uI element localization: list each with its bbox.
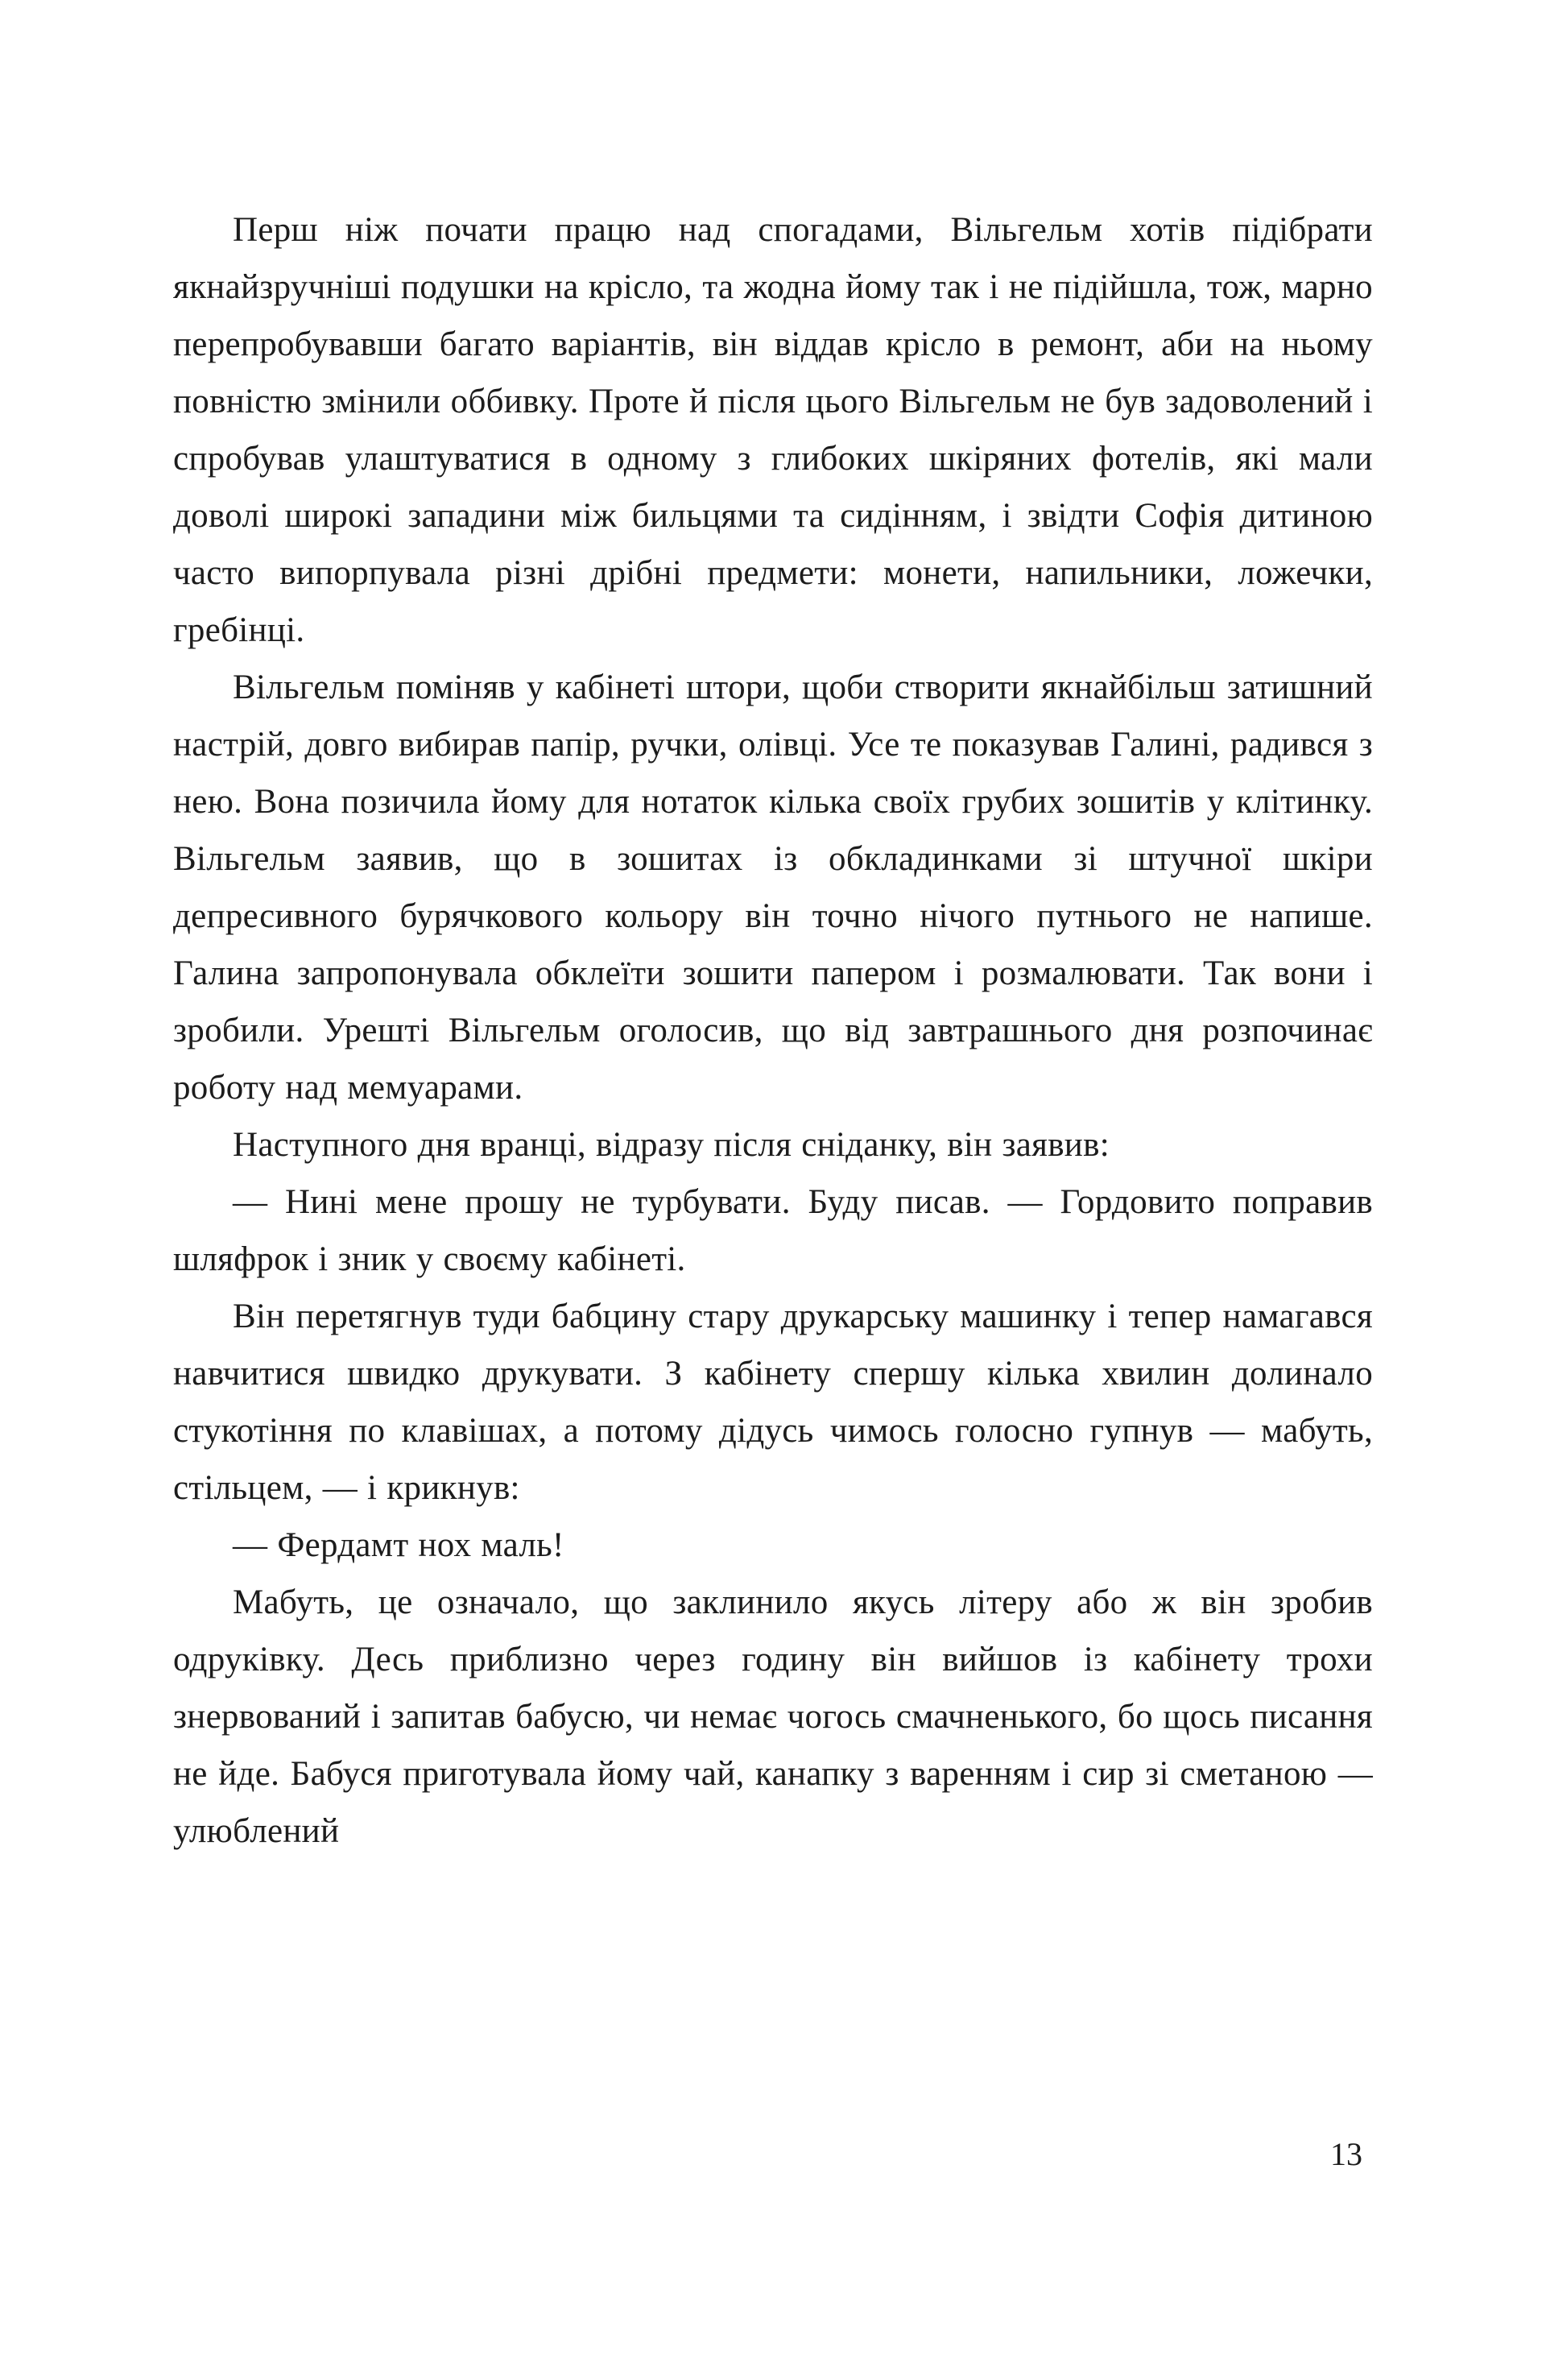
paragraph: Наступного дня вранці, відразу після сніданку, він заявив: — [233, 1126, 1110, 1164]
paragraph: Мабуть, це означало, що заклинило якусь літеру або ж він зробив одруківку. Десь приблизно через годину він вийшов із кабінету трохи знервований і запитав бабусю, чи немає чогось смачненького, бо щось писання не йде. Бабуся приготувала йому чай, канапку з варенням і сир зі сметаною — улюблений — [173, 1583, 1373, 1850]
paragraph-dialogue: — Фердамт нох маль! — [233, 1526, 564, 1564]
body-text — [173, 201, 1373, 1860]
paragraph: Він перетягнув туди бабцину стару друкарську машинку і тепер намагався навчитися швидко друкувати. З кабінету спершу кілька хвилин долинало стукотіння по клавішах, а потому дідусь чимось голосно гупнув — мабуть, стільцем, — і крикнув: — [173, 1298, 1373, 1507]
page-number: 13 — [1330, 2136, 1362, 2172]
paragraph: Перш ніж почати працю над спогадами, Вільгельм хотів підібрати якнайзручніші подушки на крісло, та жодна йому так і не підійшла, тож, марно перепробувавши багато варіантів, він віддав крісло в ремонт, аби на ньому повністю змінили оббивку. Проте й після цього Вільгельм не був задоволений і спробував улаштуватися в одному з глибоких шкіряних фотелів, які мали доволі широкі западини між бильцями та сидінням, і звідти Софія дитиною часто випорпувала різні дрібні предмети: монети, напильники, ложечки, гребінці. — [173, 211, 1373, 649]
paragraph-dialogue: — Нині мене прошу не турбувати. Буду писав. — Гордовито поправив шляфрок і зник у своєму кабінеті. — [173, 1183, 1373, 1278]
paragraph: Вільгельм поміняв у кабінеті штори, щоби створити якнайбільш затишний настрій, довго вибирав папір, ручки, олівці. Усе те показував Галині, радився з нею. Вона позичила йому для нотаток кілька своїх грубих зошитів у клітинку. Вільгельм заявив, що в зошитах із обкладинками зі штучної шкіри депресивного бурячкового кольору він точно нічого путнього не напише. Галина запропонувала обклеїти зошити папером і розмалювати. Так вони і зробили. Урешті Вільгельм оголосив, що від завтрашнього дня розпочинає роботу над мемуарами. — [173, 668, 1373, 1107]
